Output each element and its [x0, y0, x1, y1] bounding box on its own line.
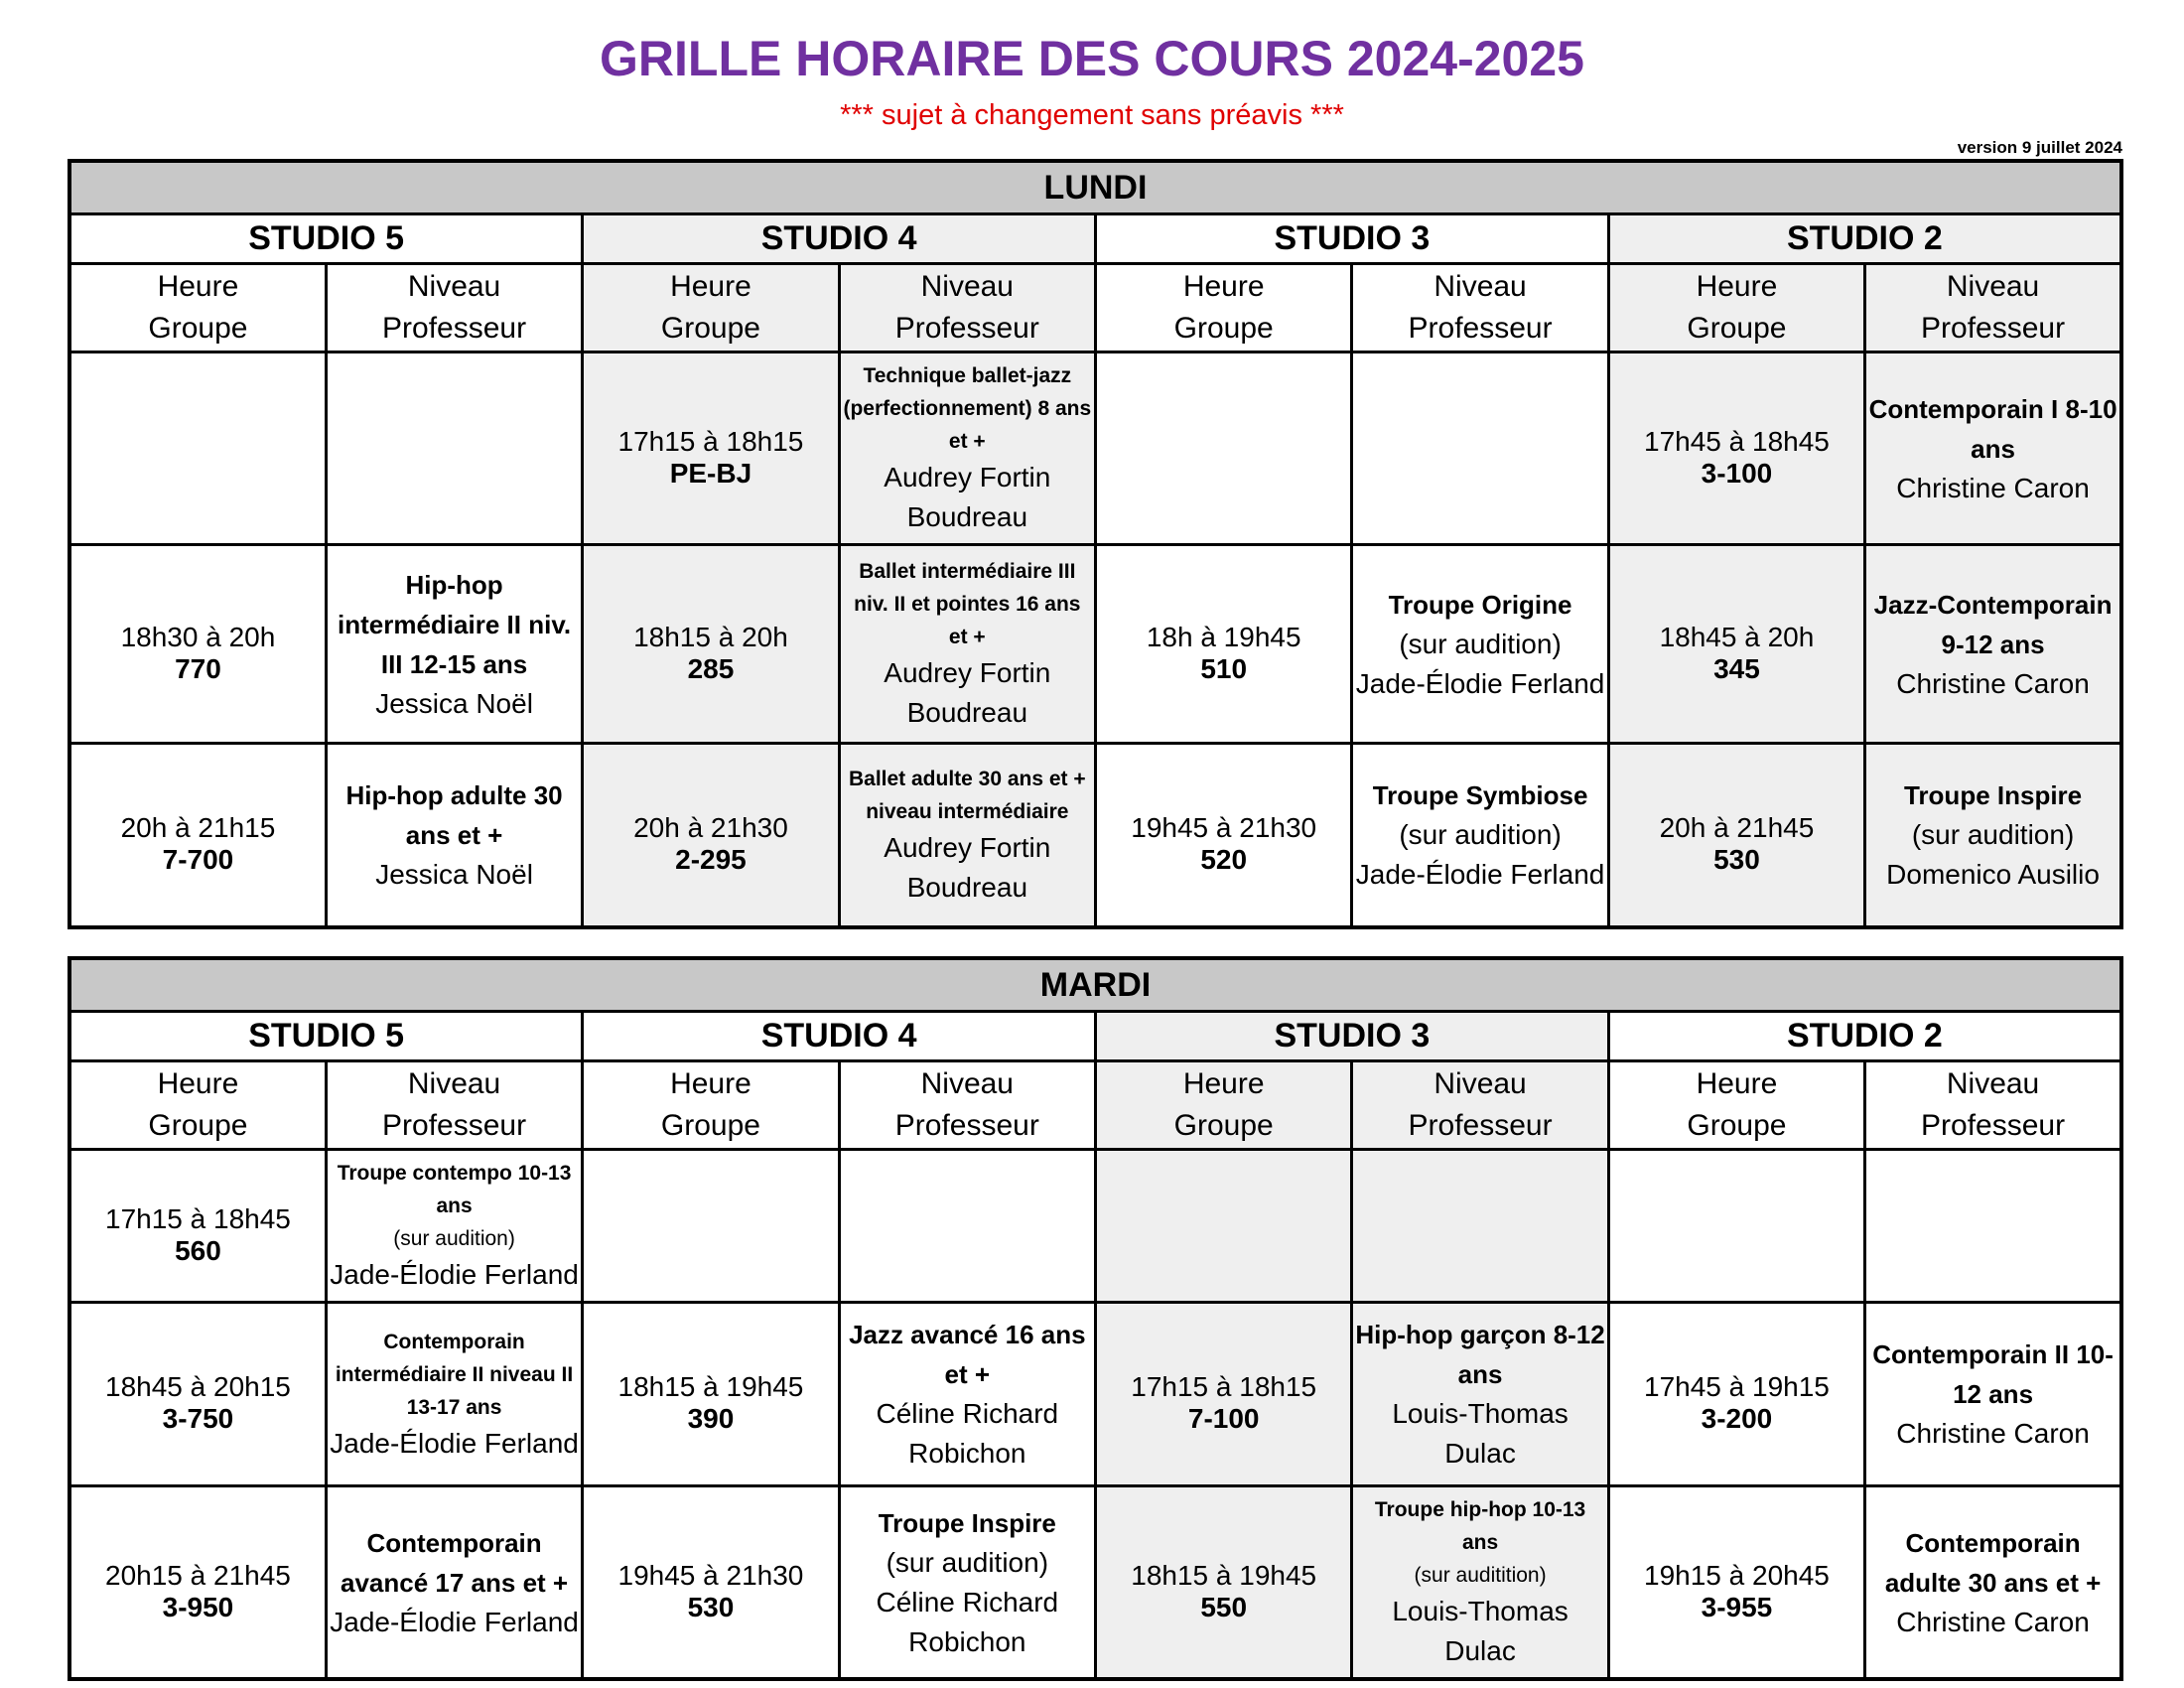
header-heure: Heure [157, 270, 239, 303]
class-level-note: (sur audition) [393, 1227, 515, 1250]
cell-content [1866, 1220, 2119, 1232]
class-group: 345 [1713, 652, 1760, 684]
header-niveau: Niveau [1946, 1067, 2040, 1100]
cell-content [328, 1320, 581, 1470]
class-level [1355, 585, 1604, 664]
slot-level-prof-cell [1865, 1150, 2121, 1303]
slot-level-prof-cell [1352, 545, 1608, 744]
schedule-row [69, 1150, 2121, 1303]
cell-content [841, 1220, 1094, 1232]
class-level [330, 565, 579, 684]
class-level-text: Hip-hop garçon 8-12 ans [1355, 1320, 1605, 1389]
cell-content [71, 426, 325, 472]
class-time: 18h45 à 20h [1659, 621, 1815, 652]
class-level-note: (sur audition) [1399, 628, 1562, 659]
slot-level-prof-cell [326, 744, 582, 927]
header-heure: Heure [1696, 270, 1778, 303]
class-level-text: Troupe hip-hop 10-13 ans [1374, 1498, 1586, 1554]
cell-content [1610, 1339, 1863, 1449]
class-professor: Jade-Élodie Ferland [330, 1606, 579, 1637]
slot-time-group-cell [1608, 1150, 1864, 1303]
header-groupe: Groupe [1687, 312, 1787, 345]
column-header-heure-groupe [69, 264, 326, 352]
class-time: 20h à 21h30 [633, 811, 788, 843]
class-level [843, 1503, 1092, 1583]
column-header-niveau-professeur [1865, 264, 2121, 352]
class-time: 18h15 à 19h45 [617, 1371, 804, 1402]
cell-content [1866, 1517, 2119, 1648]
class-group: 560 [175, 1234, 221, 1266]
class-level [1868, 1523, 2117, 1603]
slot-time-group-cell [69, 545, 326, 744]
class-time: 17h45 à 18h45 [1644, 425, 1830, 457]
class-group: 7-100 [1187, 1403, 1260, 1434]
class-professor: Céline Richard Robichon [876, 1586, 1059, 1657]
schedule-table-mardi [68, 956, 2123, 1681]
header-niveau: Niveau [407, 270, 501, 303]
column-header-heure-groupe [1096, 1061, 1352, 1150]
slot-level-prof-cell [1865, 1486, 2121, 1680]
slot-time-group-cell [583, 1303, 839, 1486]
class-time: 19h45 à 21h30 [1131, 811, 1317, 843]
column-header-heure-groupe [1096, 264, 1352, 352]
class-professor: Jade-Élodie Ferland [330, 1427, 579, 1459]
class-level [843, 359, 1092, 458]
slot-level-prof-cell [839, 1486, 1095, 1680]
class-level-text: Contemporain avancé 17 ans et + [341, 1527, 569, 1598]
slot-level-prof-cell [326, 545, 582, 744]
class-group: 530 [1713, 843, 1760, 875]
studio-header: STUDIO 3 [1096, 214, 1609, 264]
schedule-row [69, 545, 2121, 744]
slot-level-prof-cell [839, 1303, 1095, 1486]
cell-content [1097, 1528, 1350, 1637]
header-heure: Heure [1696, 1067, 1778, 1100]
class-level-text: Contemporain II 10-12 ans [1872, 1339, 2114, 1409]
class-time: 17h45 à 19h15 [1644, 1371, 1830, 1402]
class-group: 520 [1200, 843, 1248, 875]
header-heure: Heure [670, 270, 751, 303]
slot-level-prof-cell [1865, 545, 2121, 744]
slot-time-group-cell [1608, 1303, 1864, 1486]
studio-header: STUDIO 5 [69, 1012, 583, 1061]
header-groupe: Groupe [148, 312, 248, 345]
class-level-note: (sur audition) [1911, 818, 2075, 850]
class-professor: Audrey Fortin Boudreau [884, 462, 1051, 532]
class-level [1868, 389, 2117, 469]
class-level [330, 1157, 579, 1255]
header-professeur: Professeur [1921, 1109, 2066, 1142]
class-professor: Jade-Élodie Ferland [1355, 858, 1605, 890]
cell-content [1097, 426, 1350, 472]
header-professeur: Professeur [894, 1109, 1039, 1142]
cell-content [841, 1497, 1094, 1668]
column-header-niveau-professeur [326, 264, 582, 352]
schedule-row [69, 1303, 2121, 1486]
header-heure: Heure [1182, 1067, 1265, 1100]
header-niveau: Niveau [1946, 270, 2040, 303]
column-header-heure-groupe [583, 264, 839, 352]
slot-level-prof-cell [1352, 1303, 1608, 1486]
cell-content [71, 590, 325, 699]
slot-level-prof-cell [326, 352, 582, 545]
class-group: 390 [687, 1403, 735, 1434]
cell-content [1097, 590, 1350, 699]
slot-time-group-cell [1608, 352, 1864, 545]
slot-time-group-cell [1608, 545, 1864, 744]
day-header: MARDI [69, 958, 2121, 1012]
header-professeur: Professeur [1408, 1109, 1553, 1142]
class-level [1868, 1335, 2117, 1414]
schedule-table-lundi [68, 159, 2123, 929]
slot-level-prof-cell [1865, 352, 2121, 545]
class-professor: Audrey Fortin Boudreau [884, 831, 1051, 903]
cell-content [1866, 1329, 2119, 1460]
column-header-heure-groupe [1608, 1061, 1864, 1150]
cell-content [1097, 1339, 1350, 1449]
slot-level-prof-cell [1865, 744, 2121, 927]
class-level [1868, 585, 2117, 664]
column-header-heure-groupe [69, 1061, 326, 1150]
slot-level-prof-cell [1352, 744, 1608, 927]
column-header-niveau-professeur [326, 1061, 582, 1150]
column-header-niveau-professeur [839, 1061, 1095, 1150]
class-time: 20h à 21h45 [1659, 811, 1815, 843]
cell-content [71, 1528, 325, 1637]
slot-time-group-cell [1096, 545, 1352, 744]
class-level [330, 775, 579, 855]
class-professor: Jessica Noël [375, 858, 533, 890]
class-group: 3-955 [1701, 1591, 1773, 1622]
cell-content [328, 443, 581, 455]
cell-content [1353, 443, 1606, 455]
class-level [843, 1315, 1092, 1394]
class-professor: Christine Caron [1896, 472, 2090, 503]
slot-level-prof-cell [326, 1303, 582, 1486]
cell-content [584, 780, 837, 890]
cell-content [841, 549, 1094, 739]
cell-content [841, 1309, 1094, 1479]
class-level-text: Hip-hop intermédiaire II niv. III 12-15 ans [338, 569, 572, 679]
cell-content [1610, 780, 1863, 890]
class-time: 17h15 à 18h15 [1131, 1371, 1317, 1402]
header-niveau: Niveau [1433, 1067, 1527, 1100]
cell-content [584, 1528, 837, 1637]
slot-level-prof-cell [1352, 352, 1608, 545]
class-level-text: Troupe Symbiose [1372, 779, 1588, 810]
slot-time-group-cell [1608, 744, 1864, 927]
class-time: 19h45 à 21h30 [617, 1559, 804, 1591]
header-niveau: Niveau [407, 1067, 501, 1100]
header-groupe: Groupe [148, 1109, 248, 1142]
class-level [843, 763, 1092, 828]
schedule-row [69, 352, 2121, 545]
class-time: 19h15 à 20h45 [1644, 1559, 1830, 1591]
class-level [843, 555, 1092, 653]
class-level-text: Technique ballet-jazz (perfectionnement) 8 ans et + [843, 364, 1092, 453]
class-professor: Jade-Élodie Ferland [330, 1259, 579, 1290]
studio-header: STUDIO 4 [583, 214, 1096, 264]
slot-time-group-cell [1096, 1303, 1352, 1486]
class-professor: Domenico Ausilio [1886, 858, 2100, 890]
class-level-note: (sur audition) [1399, 818, 1562, 850]
studio-header: STUDIO 4 [583, 1012, 1096, 1061]
column-header-niveau-professeur [1352, 1061, 1608, 1150]
class-group: 3-750 [162, 1403, 234, 1434]
column-header-niveau-professeur [1352, 264, 1608, 352]
class-professor: Jessica Noël [375, 687, 533, 719]
cell-content [1353, 770, 1606, 901]
studio-header: STUDIO 3 [1096, 1012, 1609, 1061]
class-group: PE-BJ [669, 457, 752, 489]
class-professor: Christine Caron [1896, 1418, 2090, 1449]
slot-time-group-cell [583, 352, 839, 545]
class-professor: Jade-Élodie Ferland [1355, 667, 1605, 699]
header-groupe: Groupe [1173, 312, 1274, 345]
class-time: 17h15 à 18h15 [617, 425, 804, 457]
slot-time-group-cell [1096, 352, 1352, 545]
class-level-text: Troupe Inspire [878, 1507, 1056, 1538]
header-niveau: Niveau [920, 1067, 1014, 1100]
class-group: 2-295 [675, 843, 747, 875]
cell-content [1610, 1203, 1863, 1249]
slot-time-group-cell [583, 545, 839, 744]
class-group: 770 [175, 652, 221, 684]
slot-time-group-cell [1608, 1486, 1864, 1680]
studio-header: STUDIO 2 [1608, 1012, 2121, 1061]
schedule-row [69, 744, 2121, 927]
slot-time-group-cell [1096, 1486, 1352, 1680]
class-level [1355, 775, 1604, 855]
class-time: 20h à 21h15 [120, 811, 276, 843]
class-level-text: Hip-hop adulte 30 ans et + [345, 779, 563, 850]
class-level [1868, 775, 2117, 855]
cell-content [1097, 780, 1350, 890]
header-professeur: Professeur [1408, 312, 1553, 345]
slot-level-prof-cell [839, 545, 1095, 744]
class-level-text: Jazz-Contemporain 9-12 ans [1873, 589, 2113, 659]
schedule-row [69, 1486, 2121, 1680]
cell-content [1353, 1309, 1606, 1479]
class-level-text: Jazz avancé 16 ans et + [849, 1320, 1086, 1389]
cell-content [328, 559, 581, 730]
slot-level-prof-cell [326, 1486, 582, 1680]
class-group: 3-200 [1701, 1403, 1773, 1434]
class-group: 510 [1200, 652, 1248, 684]
column-header-heure-groupe [1608, 264, 1864, 352]
class-professor: Christine Caron [1896, 1606, 2090, 1637]
studio-header: STUDIO 2 [1608, 214, 2121, 264]
cell-content [328, 1151, 581, 1301]
class-time: 18h30 à 20h [120, 621, 276, 652]
cell-content [584, 1203, 837, 1249]
header-groupe: Groupe [1173, 1109, 1274, 1142]
class-level [1355, 1493, 1604, 1592]
slot-level-prof-cell [1865, 1303, 2121, 1486]
class-group: 3-100 [1701, 457, 1773, 489]
header-niveau: Niveau [920, 270, 1014, 303]
cell-content [1866, 770, 2119, 901]
slot-level-prof-cell [839, 744, 1095, 927]
class-level-text: Ballet adulte 30 ans et + niveau intermédiaire [848, 767, 1086, 823]
column-header-niveau-professeur [839, 264, 1095, 352]
header-professeur: Professeur [894, 312, 1039, 345]
cell-content [328, 1517, 581, 1648]
class-time: 20h15 à 21h45 [105, 1559, 291, 1591]
class-group: 285 [687, 652, 735, 684]
cell-content [1866, 383, 2119, 514]
header-professeur: Professeur [382, 1109, 527, 1142]
slot-time-group-cell [69, 744, 326, 927]
class-level-text: Contemporain I 8-10 ans [1868, 393, 2117, 464]
class-level [1355, 1315, 1604, 1394]
slot-level-prof-cell [839, 352, 1095, 545]
header-groupe: Groupe [1687, 1109, 1787, 1142]
cell-content [1610, 394, 1863, 503]
cell-content [1610, 590, 1863, 699]
class-time: 18h15 à 19h45 [1131, 1559, 1317, 1591]
column-header-niveau-professeur [1865, 1061, 2121, 1150]
slot-time-group-cell [583, 1150, 839, 1303]
class-time: 17h15 à 18h45 [105, 1202, 291, 1234]
cell-content [1097, 1203, 1350, 1249]
class-level [330, 1523, 579, 1603]
class-group: 3-950 [162, 1591, 234, 1622]
slot-time-group-cell [69, 352, 326, 545]
class-level-note: (sur audition) [886, 1546, 1049, 1578]
class-level-note: (sur auditition) [1414, 1564, 1547, 1587]
cell-content [71, 780, 325, 890]
header-heure: Heure [1182, 270, 1265, 303]
slot-level-prof-cell [326, 1150, 582, 1303]
header-heure: Heure [157, 1067, 239, 1100]
cell-content [584, 590, 837, 699]
slot-time-group-cell [583, 744, 839, 927]
day-header: LUNDI [69, 161, 2121, 214]
studio-header: STUDIO 5 [69, 214, 583, 264]
cell-content [584, 394, 837, 503]
class-time: 18h15 à 20h [633, 621, 788, 652]
class-group: 550 [1200, 1591, 1248, 1622]
cell-content [841, 353, 1094, 543]
cell-content [1610, 1528, 1863, 1637]
slot-level-prof-cell [1352, 1150, 1608, 1303]
cell-content [1353, 1487, 1606, 1677]
cell-content [328, 770, 581, 901]
cell-content [71, 1172, 325, 1281]
class-level-text: Troupe Inspire [1903, 779, 2083, 810]
version-label: version 9 juillet 2024 [1957, 138, 2122, 157]
slot-time-group-cell [69, 1486, 326, 1680]
class-group: 530 [687, 1591, 735, 1622]
slot-time-group-cell [583, 1486, 839, 1680]
class-time: 18h à 19h45 [1146, 621, 1301, 652]
cell-content [1353, 1220, 1606, 1232]
slot-time-group-cell [69, 1303, 326, 1486]
class-time: 18h45 à 20h15 [105, 1371, 291, 1402]
slot-level-prof-cell [839, 1150, 1095, 1303]
class-group: 7-700 [162, 843, 234, 875]
header-groupe: Groupe [660, 312, 760, 345]
cell-content [71, 1339, 325, 1449]
cell-content [1353, 579, 1606, 710]
class-professor: Christine Caron [1896, 667, 2090, 699]
header-professeur: Professeur [1921, 312, 2066, 345]
slot-time-group-cell [1096, 1150, 1352, 1303]
slot-time-group-cell [69, 1150, 326, 1303]
slot-level-prof-cell [1352, 1486, 1608, 1680]
subtitle-notice: *** sujet à changement sans préavis *** [840, 99, 1344, 131]
header-heure: Heure [670, 1067, 751, 1100]
slot-time-group-cell [1096, 744, 1352, 927]
class-professor: Audrey Fortin Boudreau [884, 657, 1051, 728]
class-professor: Louis-Thomas Dulac [1392, 1596, 1569, 1666]
cell-content [584, 1339, 837, 1449]
class-level-text: Contemporain intermédiaire II niveau II 13-17 ans [335, 1330, 574, 1419]
class-level [330, 1326, 579, 1424]
cell-content [841, 757, 1094, 914]
class-level-text: Contemporain adulte 30 ans et + [1884, 1527, 2102, 1598]
class-professor: Céline Richard Robichon [876, 1398, 1059, 1469]
header-groupe: Groupe [660, 1109, 760, 1142]
page-title: GRILLE HORAIRE DES COURS 2024-2025 [600, 31, 1584, 86]
header-niveau: Niveau [1433, 270, 1527, 303]
class-level-text: Troupe Origine [1388, 589, 1572, 620]
class-professor: Louis-Thomas Dulac [1392, 1398, 1569, 1469]
class-level-text: Ballet intermédiaire III niv. II et pointes 16 ans et + [854, 560, 1081, 648]
header-professeur: Professeur [382, 312, 527, 345]
class-level-text: Troupe contempo 10-13 ans [337, 1162, 572, 1217]
column-header-heure-groupe [583, 1061, 839, 1150]
cell-content [1866, 579, 2119, 710]
